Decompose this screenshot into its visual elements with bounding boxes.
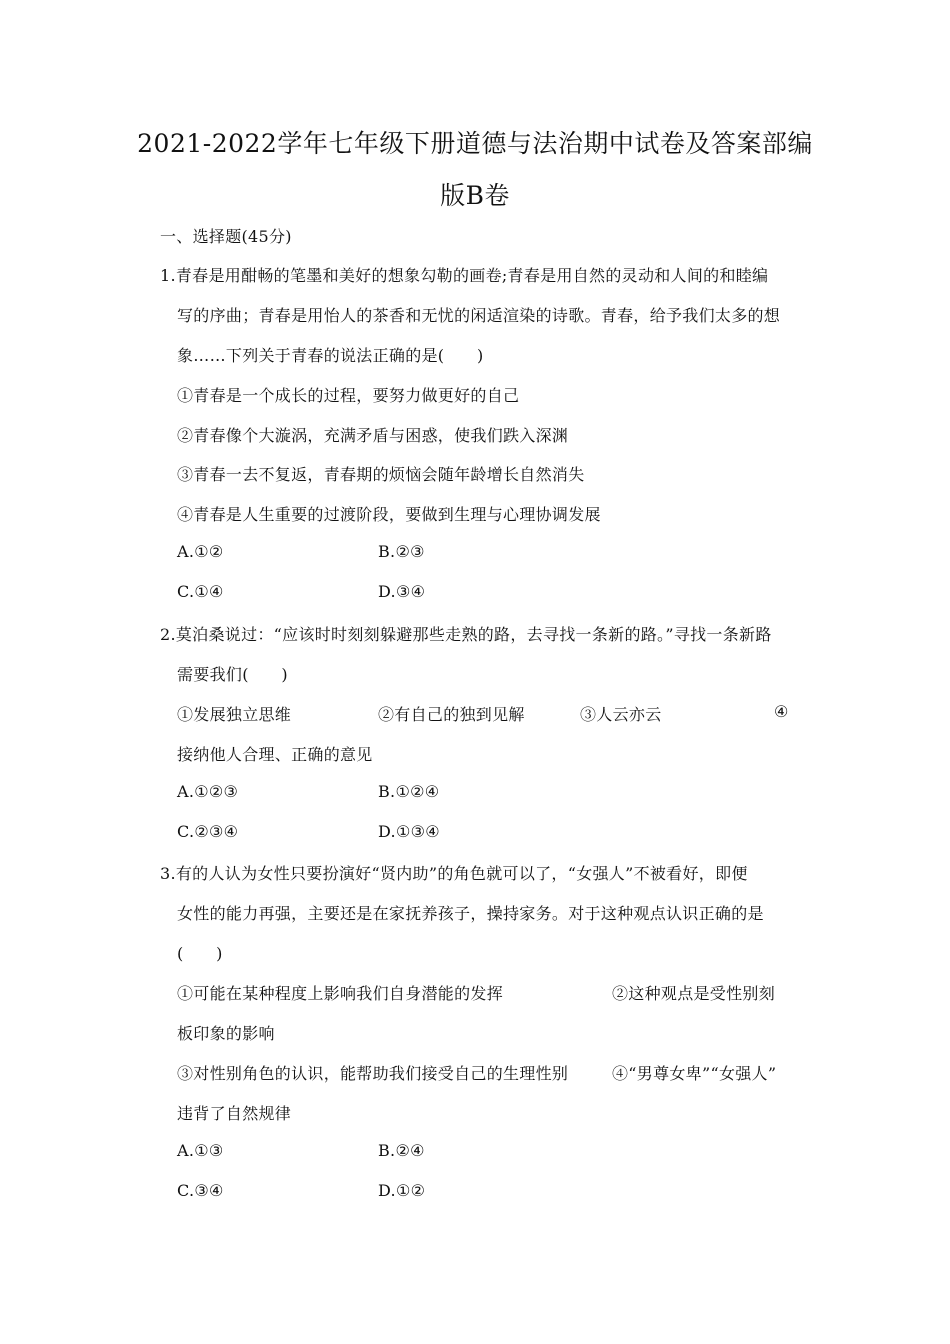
question-2-stem-line-1: 2.莫泊桑说过：“应该时时刻刻躲避那些走熟的路，去寻找一条新的路。”寻找一条新路 (160, 625, 772, 644)
question-2-statement-3: ③人云亦云 (580, 705, 662, 724)
question-3-stem-line-1: 3.有的人认为女性只要扮演好“贤内助”的角色就可以了，“女强人”不被看好，即便 (160, 864, 748, 883)
question-1-option-c: C.①④ (177, 582, 224, 601)
question-1-option-a: A.①② (177, 542, 224, 561)
question-3-statement-2: ②这种观点是受性别刻 (612, 984, 776, 1003)
question-2-stem-line-2: 需要我们( ) (177, 665, 288, 684)
question-1-stem-line-3: 象……下列关于青春的说法正确的是( ) (177, 346, 484, 365)
question-3-statement-4-cont: 违背了自然规律 (177, 1104, 292, 1123)
question-1-statement-1: ①青春是一个成长的过程，要努力做更好的自己 (177, 386, 520, 405)
question-2-option-c: C.②③④ (177, 822, 239, 841)
question-3-statement-1: ①可能在某种程度上影响我们自身潜能的发挥 (177, 984, 504, 1003)
question-3-option-b: B.②④ (378, 1141, 425, 1160)
question-3-stem-line-2: 女性的能力再强，主要还是在家抚养孩子，操持家务。对于这种观点认识正确的是 (177, 904, 764, 923)
question-1-option-d: D.③④ (378, 582, 426, 601)
question-2-statement-4-marker: ④ (774, 702, 789, 721)
question-2-option-a: A.①②③ (177, 782, 239, 801)
question-3-option-c: C.③④ (177, 1181, 224, 1200)
question-3-statement-2-cont: 板印象的影响 (177, 1024, 275, 1043)
section-heading: 一、选择题(45分) (160, 227, 292, 246)
question-2-statement-4-text: 接纳他人合理、正确的意见 (177, 745, 373, 764)
question-1-statement-3: ③青春一去不复返，青春期的烦恼会随年龄增长自然消失 (177, 465, 585, 484)
question-2-statement-1: ①发展独立思维 (177, 705, 292, 724)
question-1-stem-line-1: 1.青春是用酣畅的笔墨和美好的想象勾勒的画卷;青春是用自然的灵动和人间的和睦编 (160, 266, 769, 285)
document-title-line-1: 2021-2022学年七年级下册道德与法治期中试卷及答案部编 (137, 129, 813, 158)
question-3-option-a: A.①③ (177, 1141, 224, 1160)
question-2-option-b: B.①②④ (378, 782, 440, 801)
question-1-statement-2: ②青春像个大漩涡，充满矛盾与困惑，使我们跌入深渊 (177, 426, 569, 445)
question-1-stem-line-2: 写的序曲；青春是用怡人的茶香和无忧的闲适渲染的诗歌。青春，给予我们太多的想 (177, 306, 781, 325)
question-3-option-d: D.①② (378, 1181, 426, 1200)
question-3-statement-3: ③对性别角色的认识，能帮助我们接受自己的生理性别 (177, 1064, 569, 1083)
question-1-statement-4: ④青春是人生重要的过渡阶段，要做到生理与心理协调发展 (177, 505, 601, 524)
question-1-option-b: B.②③ (378, 542, 425, 561)
question-2-statement-2: ②有自己的独到见解 (378, 705, 525, 724)
question-2-option-d: D.①③④ (378, 822, 440, 841)
question-3-stem-line-3: ( ) (177, 944, 223, 963)
document-title-line-2: 版B卷 (440, 181, 510, 210)
question-3-statement-4: ④“男尊女卑”“女强人” (612, 1064, 777, 1083)
